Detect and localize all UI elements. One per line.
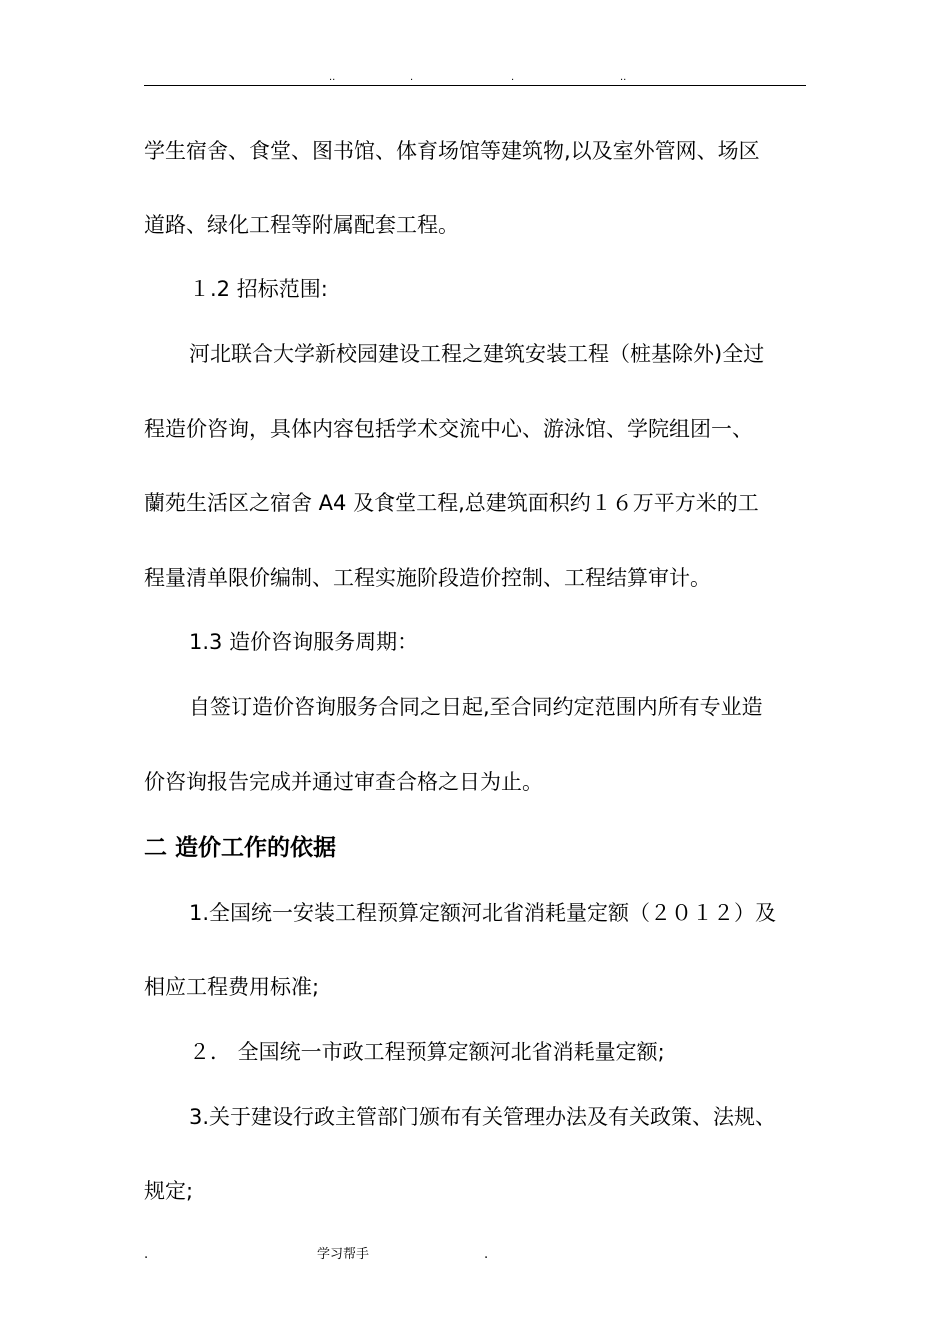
paragraph-line: 学生宿舍、食堂、图书馆、体育场馆等建筑物,以及室外管网、场区 <box>144 139 760 163</box>
header-dot: . <box>410 72 414 83</box>
paragraph-line: 蘭苑生活区之宿舍 A4 及食堂工程,总建筑面积约１６万平方米的工 <box>144 491 759 515</box>
subheading-1-3: 1.3 造价咨询服务周期： <box>189 630 419 654</box>
paragraph-line: 道路、绿化工程等附属配套工程。 <box>144 213 459 237</box>
list-item: 3.关于建设行政主管部门颁布有关管理办法及有关政策、法规、 <box>189 1105 777 1129</box>
paragraph-line: 程造价咨询，具体内容包括学术交流中心、游泳馆、学院组团一、 <box>144 417 753 441</box>
paragraph-line: 程量清单限价编制、工程实施阶段造价控制、工程结算审计。 <box>144 566 711 590</box>
list-item-continuation: 规定; <box>144 1179 194 1203</box>
header-rule <box>144 85 806 86</box>
header-dot: . <box>511 72 515 83</box>
list-item-continuation: 相应工程费用标准; <box>144 975 320 999</box>
paragraph-line: 自签订造价咨询服务合同之日起,至合同约定范围内所有专业造 <box>189 695 763 719</box>
list-item: 1.全国统一安装工程预算定额河北省消耗量定额（２０１２）及 <box>189 901 777 925</box>
header-dot: .. <box>329 72 336 83</box>
section-title: 二 造价工作的依据 <box>144 835 337 861</box>
paragraph-line: 价咨询报告完成并通过审查合格之日为止。 <box>144 770 543 794</box>
footer-label: 学习帮手 <box>317 1247 370 1262</box>
header-dot: .. <box>620 72 627 83</box>
footer-dot: . <box>144 1247 149 1262</box>
paragraph-line: 河北联合大学新校园建设工程之建筑安装工程（桩基除外)全过 <box>189 342 765 366</box>
footer-dot: . <box>484 1247 489 1262</box>
subheading-1-2: １.2 招标范围: <box>189 277 328 301</box>
list-item: ２． 全国统一市政工程预算定额河北省消耗量定额; <box>189 1040 665 1064</box>
